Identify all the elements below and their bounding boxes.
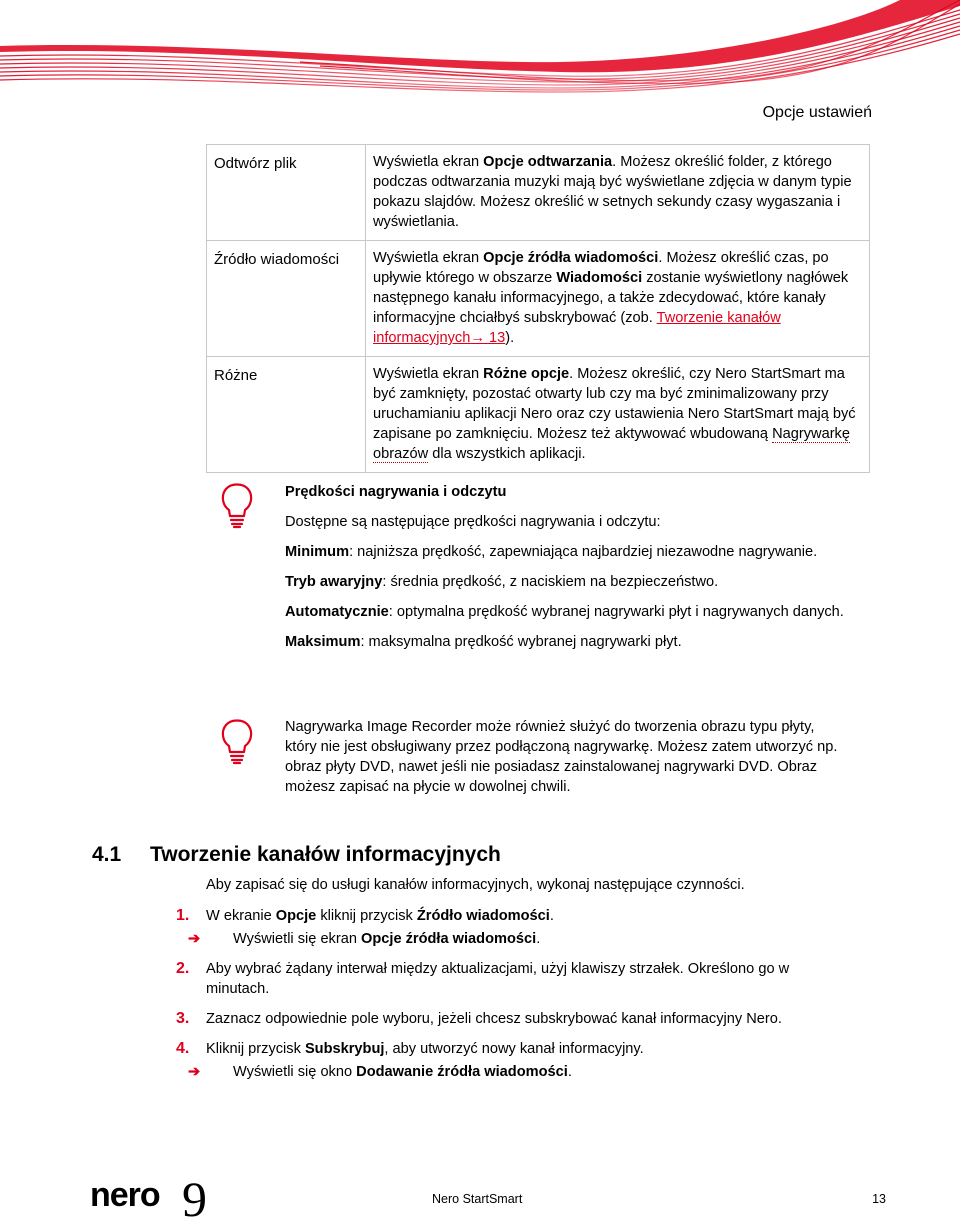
svg-text:9: 9 <box>182 1176 207 1222</box>
table-row <box>207 357 870 473</box>
option-description: Wyświetla ekran Różne opcje. Możesz określić, czy Nero StartSmart ma być zamknięty, pozostać otwarty lub czy ma być zminimalizowany przy uruchamianiu aplikacji Nero oraz czy ustawienia Nero StartSmart mają być zapisane po zamknięciu. Możesz też aktywować wbudowaną Nagrywarkę obrazów dla wszystkich aplikacji. <box>366 357 870 473</box>
tip-intro: Dostępne są następujące prędkości nagrywania i odczytu: <box>285 514 661 530</box>
lightbulb-icon <box>218 716 256 766</box>
header-title: Opcje ustawień <box>762 104 872 121</box>
result-arrow-icon: ➔ <box>188 931 201 947</box>
step-result: ➔ Wyświetli się okno Dodawanie źródła wiadomości. <box>188 1064 572 1080</box>
list-item: 1. W ekranie Opcje kliknij przycisk Źródło wiadomości. ➔ Wyświetli się ekran Opcje źródła wiadomości. <box>176 906 856 949</box>
step-number: 3. <box>176 1010 190 1027</box>
section-title: Tworzenie kanałów informacyjnych <box>150 843 501 866</box>
page-number: 13 <box>872 1192 886 1206</box>
tip-heading: Prędkości nagrywania i odczytu <box>285 484 507 500</box>
tip-text: Nagrywarka Image Recorder może również służyć do tworzenia obrazu typu płyty, który nie jest obsługiwany przez podłączoną nagrywarkę. Możesz zatem utworzyć np. obraz płyty DVD, nawet jeśli nie posiadasz zainstalowanej nagrywarki DVD. Obraz możesz zapisać na płycie w dowolnej chwili. <box>285 719 838 795</box>
tip-speeds <box>285 482 845 652</box>
option-term: Różne <box>207 357 366 473</box>
list-item: 4. Kliknij przycisk Subskrybuj, aby utworzyć nowy kanał informacyjny. ➔ Wyświetli się okno Dodawanie źródła wiadomości. <box>176 1039 856 1082</box>
result-arrow-icon: ➔ <box>188 1064 201 1080</box>
svg-text:nero: nero <box>90 1176 160 1214</box>
option-term: Źródło wiadomości <box>207 241 366 357</box>
step-result: ➔ Wyświetli się ekran Opcje źródła wiadomości. <box>188 931 541 947</box>
list-item: 2. Aby wybrać żądany interwał między aktualizacjami, użyj klawiszy strzałek. Określono go w minutach. <box>176 960 790 997</box>
step-number: 4. <box>176 1040 190 1057</box>
tip-item: Tryb awaryjny: średnia prędkość, z naciskiem na bezpieczeństwo. <box>285 574 719 590</box>
option-description: Wyświetla ekran Opcje źródła wiadomości. Możesz określić czas, po upływie którego w obszarze Wiadomości zostanie wyświetlony nagłówek następnego kanału informacyjnego, a także zdecydować, które kanały informacyjne chciałbyś subskrybować (zob. Tworzenie kanałów informacyjnych→ 13). <box>366 241 870 357</box>
section-number: 4.1 <box>92 843 122 866</box>
nero-logo <box>90 1176 230 1222</box>
tip-item: Minimum: najniższa prędkość, zapewniająca najbardziej niezawodne nagrywanie. <box>285 544 818 560</box>
steps-list <box>176 906 856 1092</box>
table-row <box>207 241 870 357</box>
option-term: Odtwórz plik <box>207 145 366 241</box>
step-number: 1. <box>176 907 190 924</box>
option-description: Wyświetla ekran Opcje odtwarzania. Możesz określić folder, z którego podczas odtwarzania muzyki mają być wyświetlane zdjęcia w danym typie pokazu slajdów. Możesz określić w setnych sekundy czasy wygaszania i wyświetlania. <box>366 145 870 241</box>
lightbulb-icon <box>218 480 256 530</box>
options-table <box>206 144 870 473</box>
step-number: 2. <box>176 960 190 977</box>
header-decoration <box>0 0 960 110</box>
tip-item: Automatycznie: optymalna prędkość wybranej nagrywarki płyt i nagrywanych danych. <box>285 604 844 620</box>
table-row <box>207 145 870 241</box>
footer-product: Nero StartSmart <box>432 1192 523 1206</box>
tip-image-recorder <box>285 717 850 797</box>
cross-reference-link[interactable]: Tworzenie kanałów informacyjnych→ 13 <box>373 310 781 346</box>
list-item: 3. Zaznacz odpowiednie pole wyboru, jeżeli chcesz subskrybować kanał informacyjny Nero. <box>176 1010 782 1027</box>
arrow-right-icon: → <box>470 330 489 346</box>
section-intro: Aby zapisać się do usługi kanałów informacyjnych, wykonaj następujące czynności. <box>206 877 745 893</box>
glossary-term[interactable]: Nagrywarkę obrazów <box>373 426 850 462</box>
tip-item: Maksimum: maksymalna prędkość wybranej nagrywarki płyt. <box>285 634 682 650</box>
